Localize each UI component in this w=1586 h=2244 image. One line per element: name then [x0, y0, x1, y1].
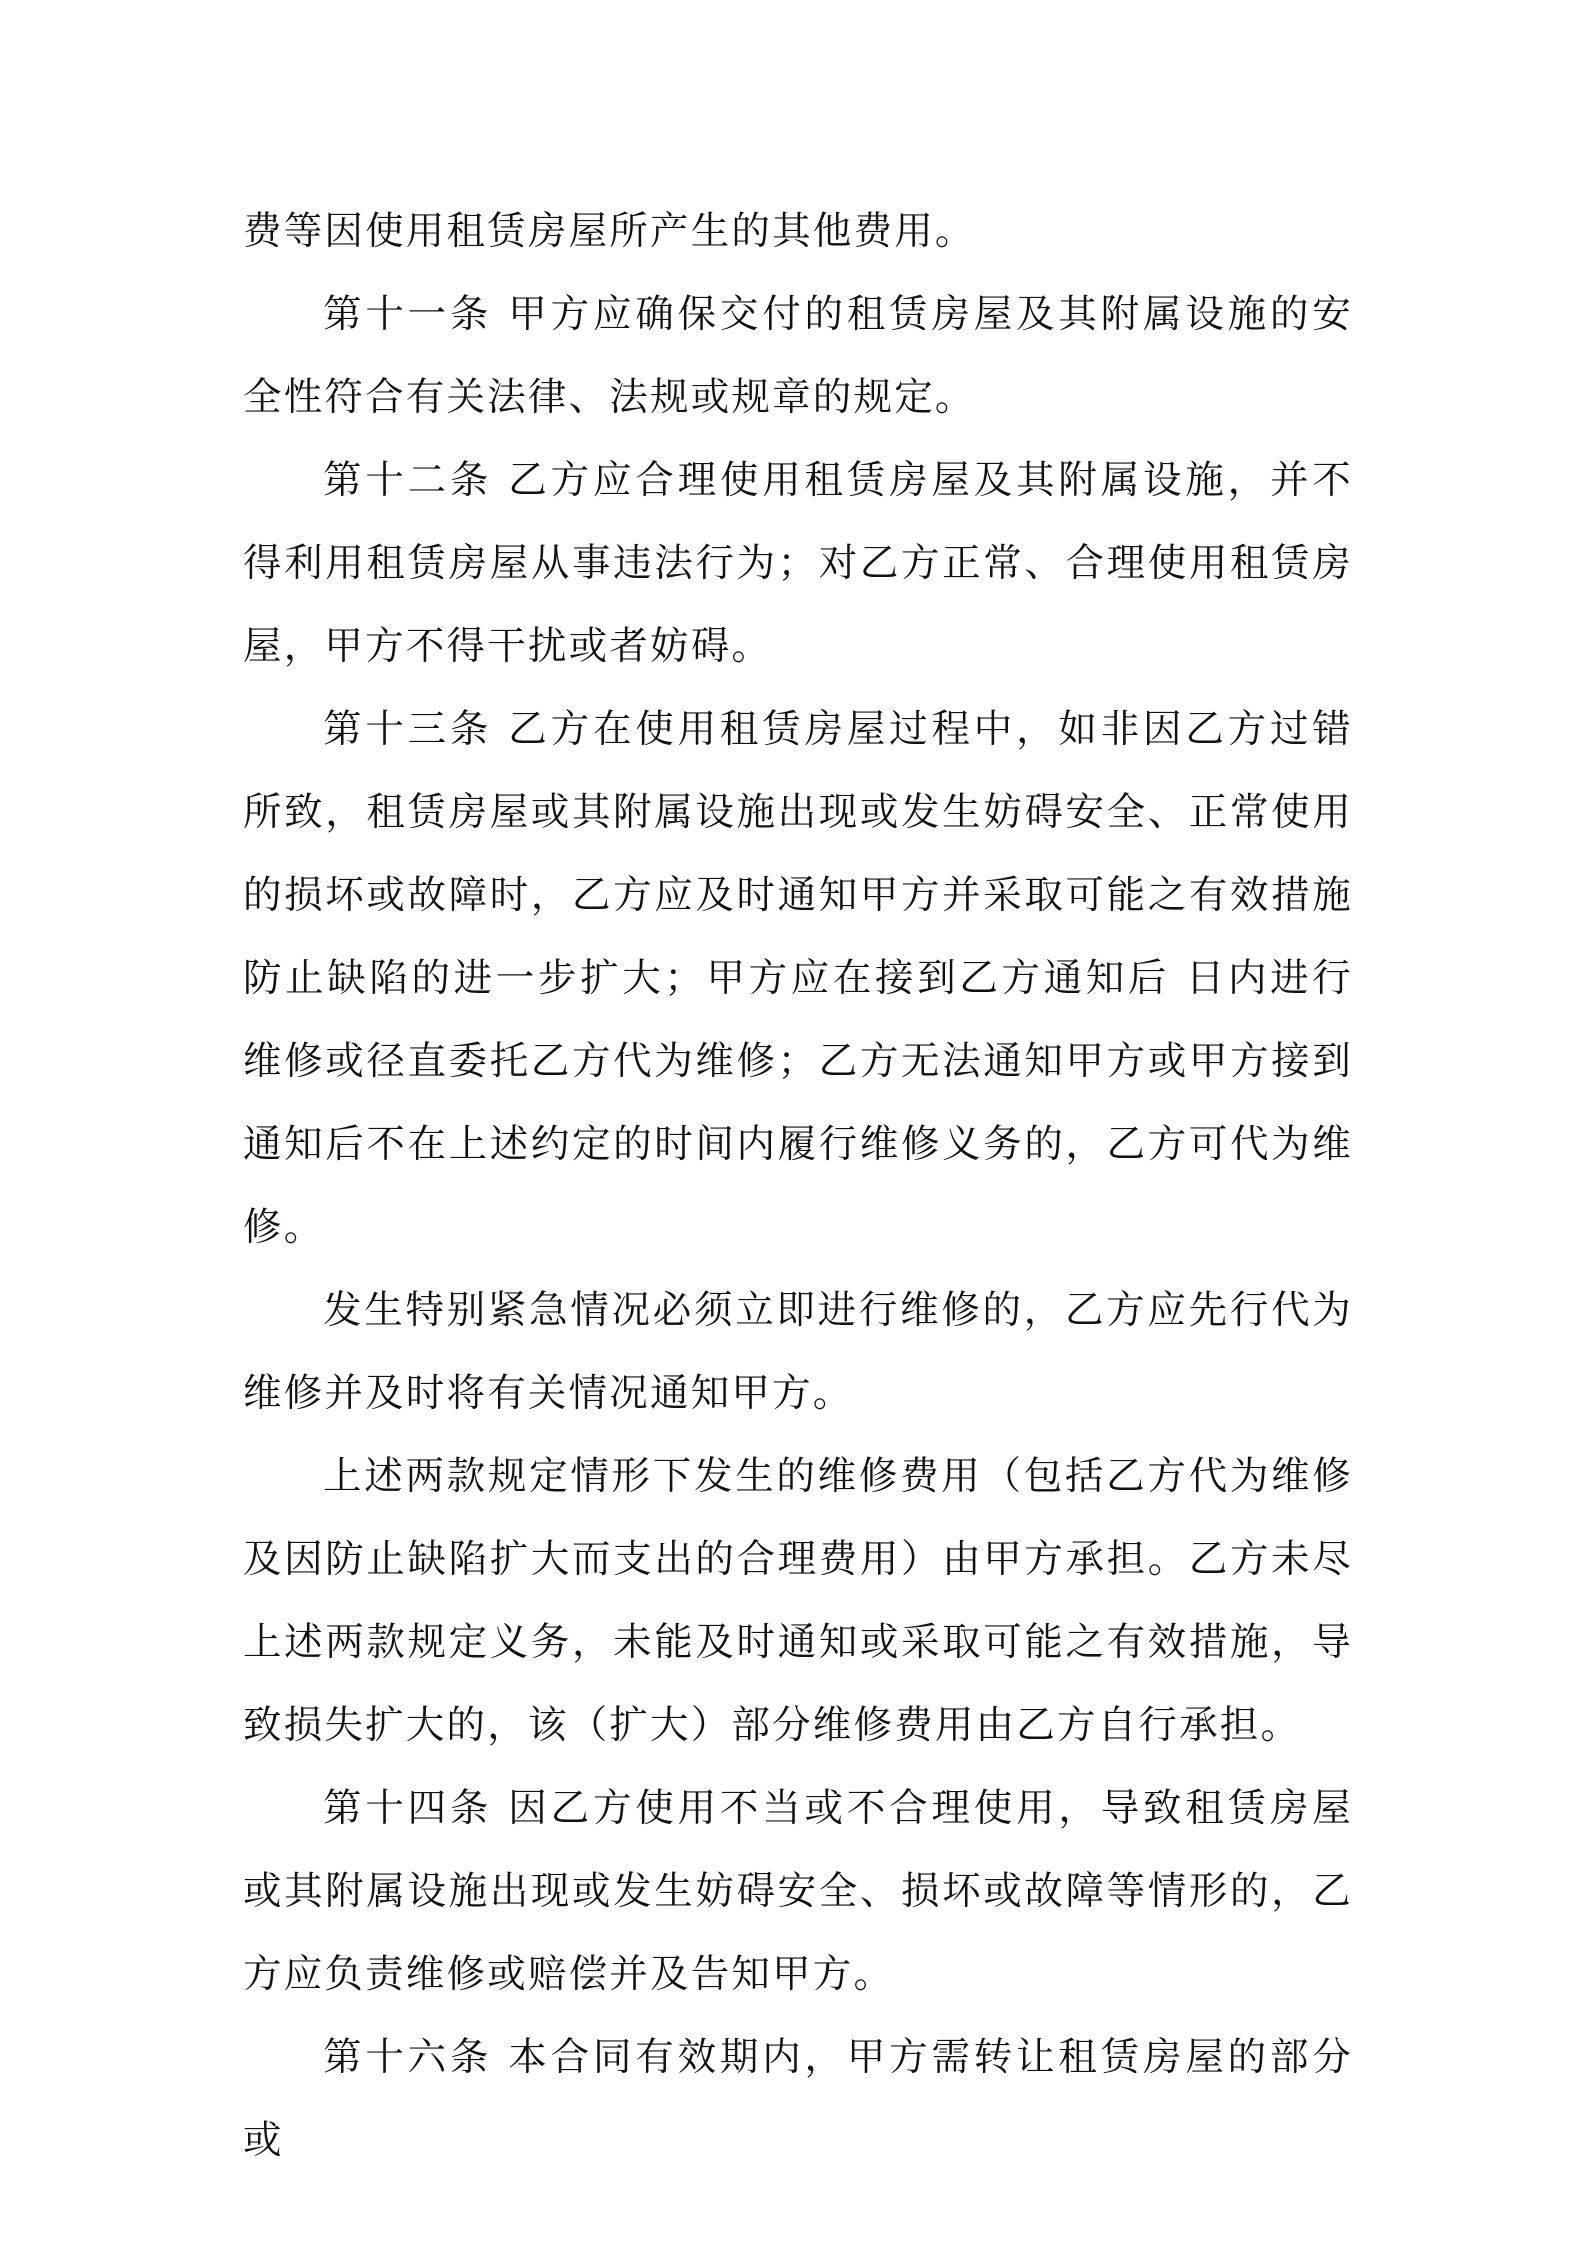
paragraph-article-14: 第十四条 因乙方使用不当或不合理使用，导致租赁房屋或其附属设施出现或发生妨碍安全、损坏或故障等情形的，乙方应负责维修或赔偿并及告知甲方。 [243, 1786, 1353, 1997]
paragraph-emergency-repair: 发生特别紧急情况必须立即进行维修的，乙方应先行代为维修并及时将有关情况通知甲方。 [243, 1288, 1353, 1416]
paragraph-fee-continuation: 费等因使用租赁房屋所产生的其他费用。 [243, 209, 976, 254]
contract-body [243, 190, 1353, 2182]
paragraph-repair-costs: 上述两款规定情形下发生的维修费用（包括乙方代为维修及因防止缺陷扩大而支出的合理费用）由甲方承担。乙方未尽上述两款规定义务，未能及时通知或采取可能之有效措施，导致损失扩大的，该（扩大）部分维修费用由乙方自行承担。 [243, 1454, 1353, 1748]
paragraph-article-11: 第十一条 甲方应确保交付的租赁房屋及其附属设施的安全性符合有关法律、法规或规章的规定。 [243, 292, 1353, 420]
paragraph-article-13: 第十三条 乙方在使用租赁房屋过程中，如非因乙方过错所致，租赁房屋或其附属设施出现或发生妨碍安全、正常使用的损坏或故障时，乙方应及时通知甲方并采取可能之有效措施防止缺陷的进一步扩大；甲方应在接到乙方通知后 日内进行维修或径直委托乙方代为维修；乙方无法通知甲方或甲方接到通知后不在上述约定的时间内履行维修义务的，乙方可代为维修。 [243, 707, 1353, 1250]
paragraph-article-16: 第十六条 本合同有效期内，甲方需转让租赁房屋的部分或 [243, 2035, 1353, 2163]
paragraph-article-12: 第十二条 乙方应合理使用租赁房屋及其附属设施，并不得利用租赁房屋从事违法行为；对乙方正常、合理使用租赁房屋，甲方不得干扰或者妨碍。 [243, 458, 1353, 669]
